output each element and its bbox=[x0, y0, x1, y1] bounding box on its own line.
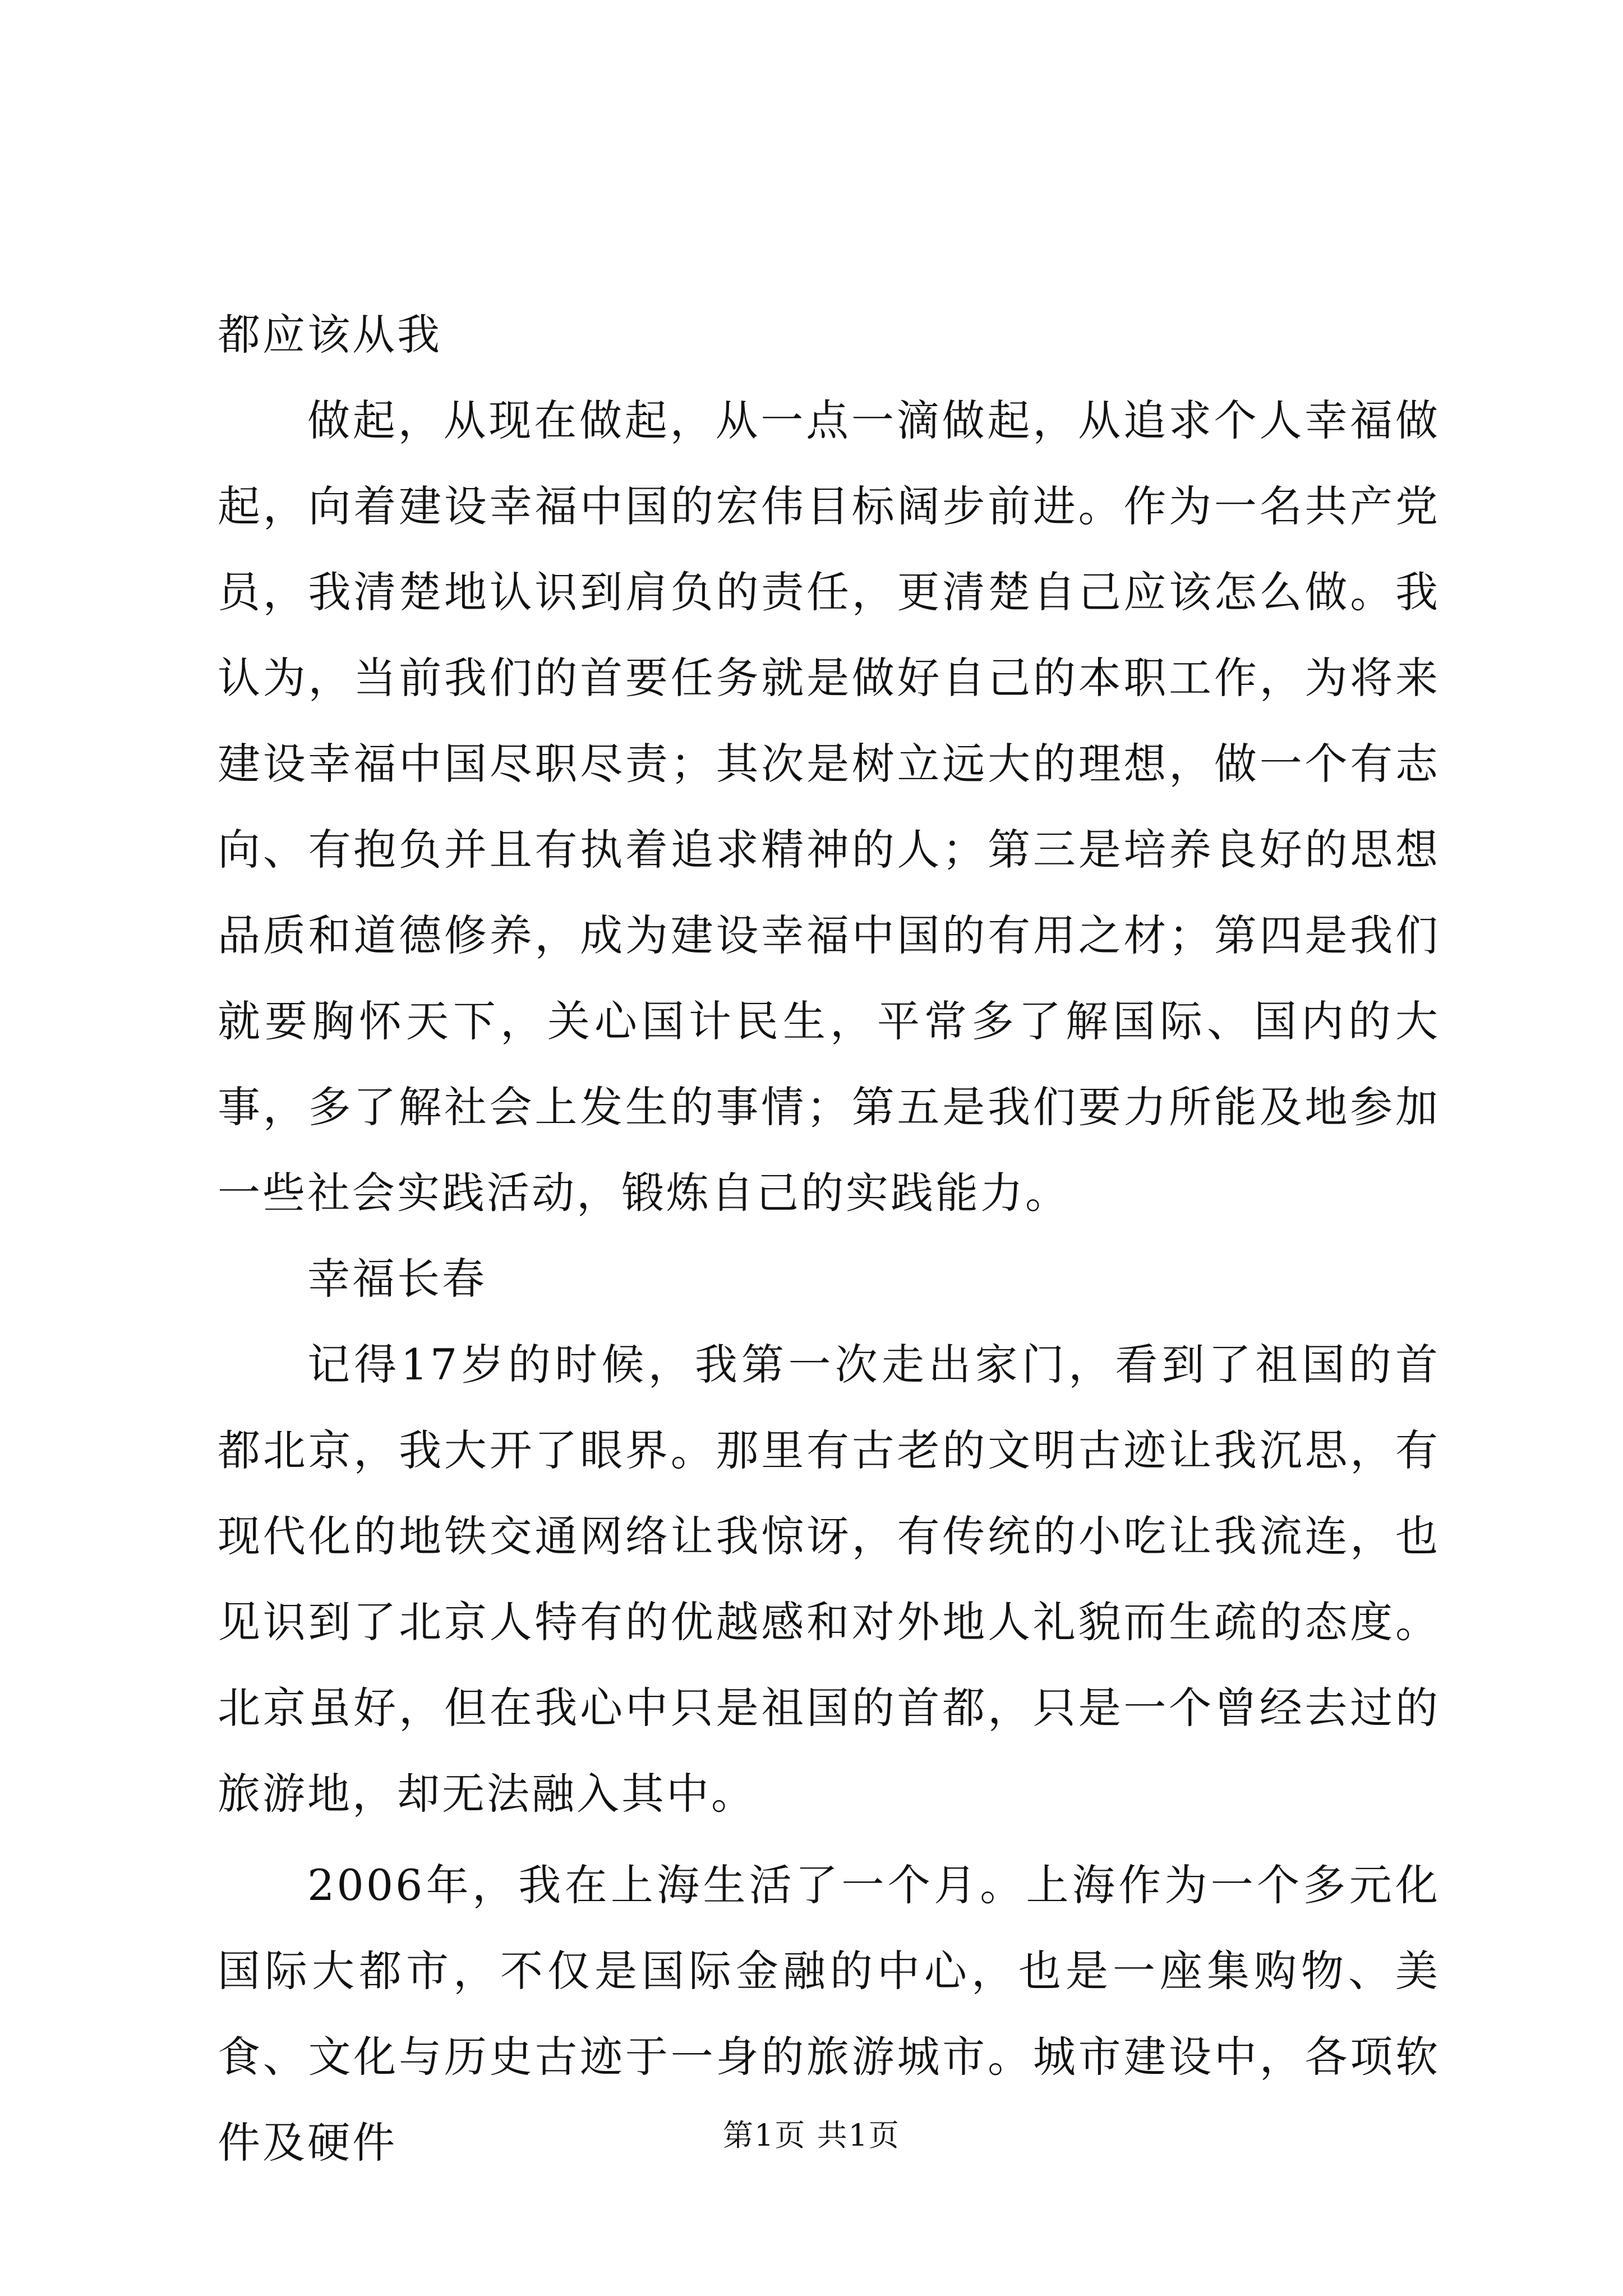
paragraph-responsibility: 做起，从现在做起，从一点一滴做起，从追求个人幸福做起，向着建设幸福中国的宏伟目标阔步前进。作为一名共产党员，我清楚地认识到肩负的责任，更清楚自己应该怎么做。我认为，当前我们的首要任务就是做好自己的本职工作，为将来建设幸福中国尽职尽责；其次是树立远大的理想，做一个有志向、有抱负并且有执着追求精神的人；第三是培养良好的思想品质和道德修养，成为建设幸福中国的有用之材；第四是我们就要胸怀天下，关心国计民生，平常多了解国际、国内的大事，多了解社会上发生的事情；第五是我们要力所能及地参加一些社会实践活动，锻炼自己的实践能力。 bbox=[218, 395, 1440, 1218]
section-heading: 幸福长春 bbox=[307, 1254, 487, 1304]
page-footer bbox=[0, 2116, 1623, 2155]
paragraph-shanghai: 2006年，我在上海生活了一个月。上海作为一个多元化国际大都市，不仅是国际金融的中心，也是一座集购物、美食、文化与历史古迹于一身的旅游城市。城市建设中，各项软件及硬件 bbox=[218, 1860, 1440, 2168]
document-body bbox=[218, 292, 1440, 2185]
page-number: 第1页 共1页 bbox=[723, 2118, 900, 2153]
paragraph-continuation: 都应该从我 bbox=[218, 310, 442, 360]
paragraph-beijing: 记得17岁的时候，我第一次走出家门，看到了祖国的首都北京，我大开了眼界。那里有古老的文明古迹让我沉思，有现代化的地铁交通网络让我惊讶，有传统的小吃让我流连，也见识到了北京人特有的优越感和对外地人礼貌而生疏的态度。北京虽好，但在我心中只是祖国的首都，只是一个曾经去过的旅游地，却无法融入其中。 bbox=[218, 1340, 1440, 1819]
